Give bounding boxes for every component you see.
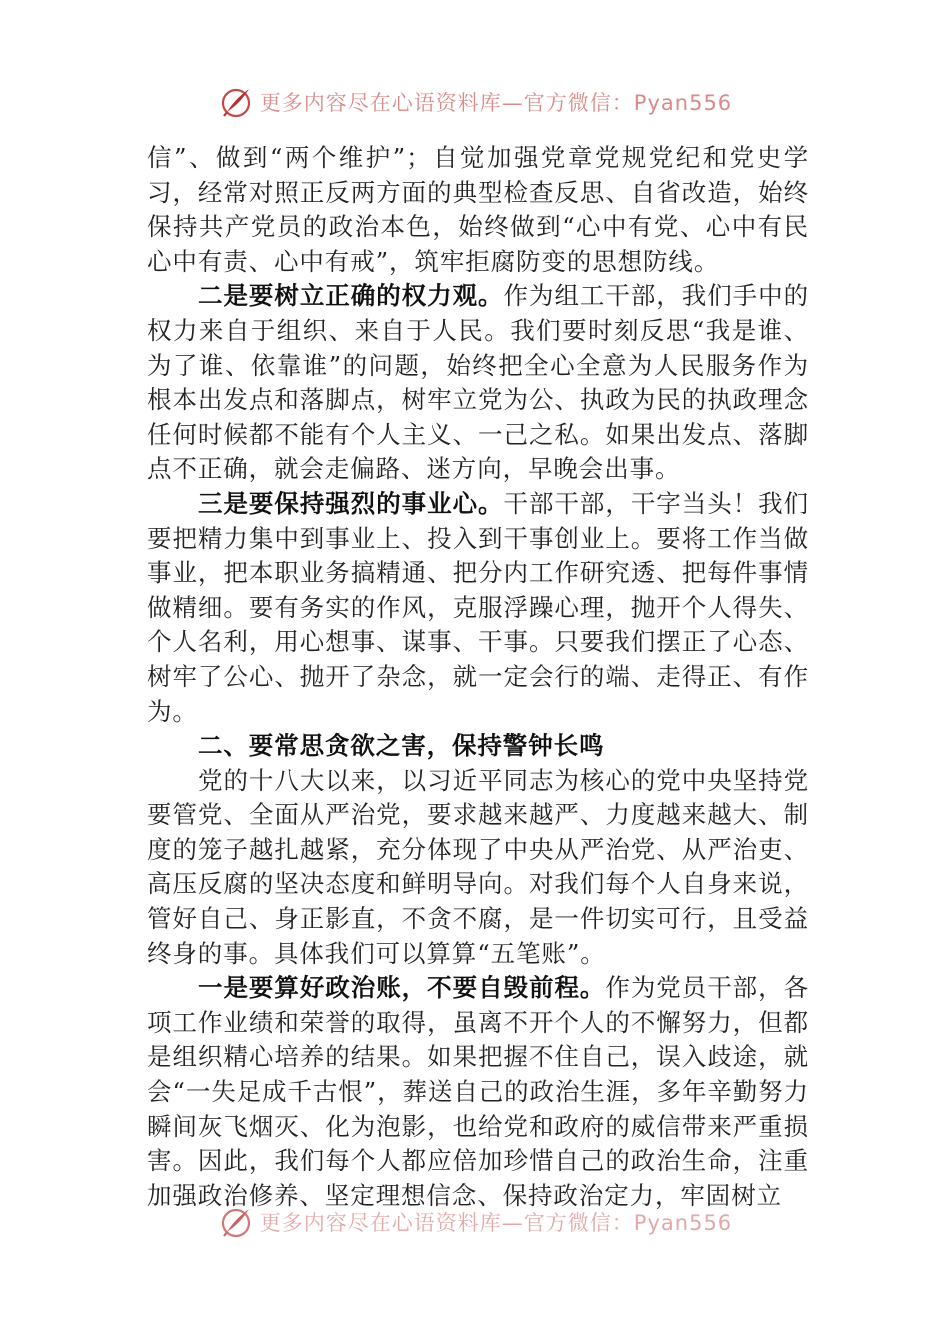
paragraph-2-lead: 二是要树立正确的权力观。 [198,281,504,311]
watermark-text: 更多内容尽在心语资料库—官方微信：Pyan556 [259,1211,733,1235]
paragraph-3-lead: 三是要保持强烈的事业心。 [198,488,504,518]
watermark-footer [0,1202,950,1242]
paragraph-5-text: 作为党员干部，各项工作业绩和荣誉的取得，虽离不开个人的不懈努力，但都是组织精心培养的结果。如果把握不住自己，误入歧途，就会“一失足成千古恨”，葬送自己的政治生涯，多年辛勤努力瞬间灰飞烟灭、化为泡影，也给党和政府的威信带来严重损害。因此，我们每个人都应倍加珍惜自己的政治生命，注重加强政治修养、坚定理想信念、保持政治定力，牢固树立 [147,973,809,1210]
paragraph-3-text: 干部干部，干字当头！我们要把精力集中到事业上、投入到干事创业上。要将工作当做事业，把本职业务搞精通、把分内工作研究透、把每件事情做精细。要有务实的作风，克服浮躁心理，抛开个人得失、个人名利，用心想事、谋事、干事。只要我们摆正了心态、树牢了公心、抛开了杂念，就一定会行的端、走得正、有作为。 [147,488,809,726]
quill-logo-icon [218,1204,254,1240]
document-body [147,141,809,1213]
section-heading-2: 二、要常思贪欲之害，保持警钟长鸣 [198,731,605,761]
paragraph-5 [147,971,809,1213]
watermark-header [0,82,950,122]
quill-logo-icon [218,84,254,120]
paragraph-5-lead: 一是要算好政治账，不要自毁前程。 [198,973,606,1003]
paragraph-4: 党的十八大以来，以习近平同志为核心的党中央坚持党要管党、全面从严治党，要求越来越严、力度越来越大、制度的笼子越扎越紧，充分体现了中央从严治党、从严治吏、高压反腐的坚决态度和鲜明导向。对我们每个人自身来说，管好自己、身正影直，不贪不腐，是一件切实可行，且受益终身的事。具体我们可以算算“五笔账”。 [147,765,809,968]
paragraph-2 [147,279,809,487]
paragraph-1: 信”、做到“两个维护”；自觉加强党章党规党纪和党史学习，经常对照正反两方面的典型检查反思、自省改造，始终保持共产党员的政治本色，始终做到“心中有党、心中有民心中有责、心中有戒”，筑牢拒腐防变的思想防线。 [147,143,809,276]
paragraph-3 [147,487,809,729]
paragraph-2-text: 作为组工干部，我们手中的权力来自于组织、来自于人民。我们要时刻反思“我是谁、为了谁、依靠谁”的问题，始终把全心全意为人民服务作为根本出发点和落脚点，树牢立党为公、执政为民的执政理念任何时候都不能有个人主义、一己之私。如果出发点、落脚点不正确，就会走偏路、迷方向，早晚会出事。 [147,281,809,484]
watermark-text: 更多内容尽在心语资料库—官方微信：Pyan556 [259,91,733,115]
